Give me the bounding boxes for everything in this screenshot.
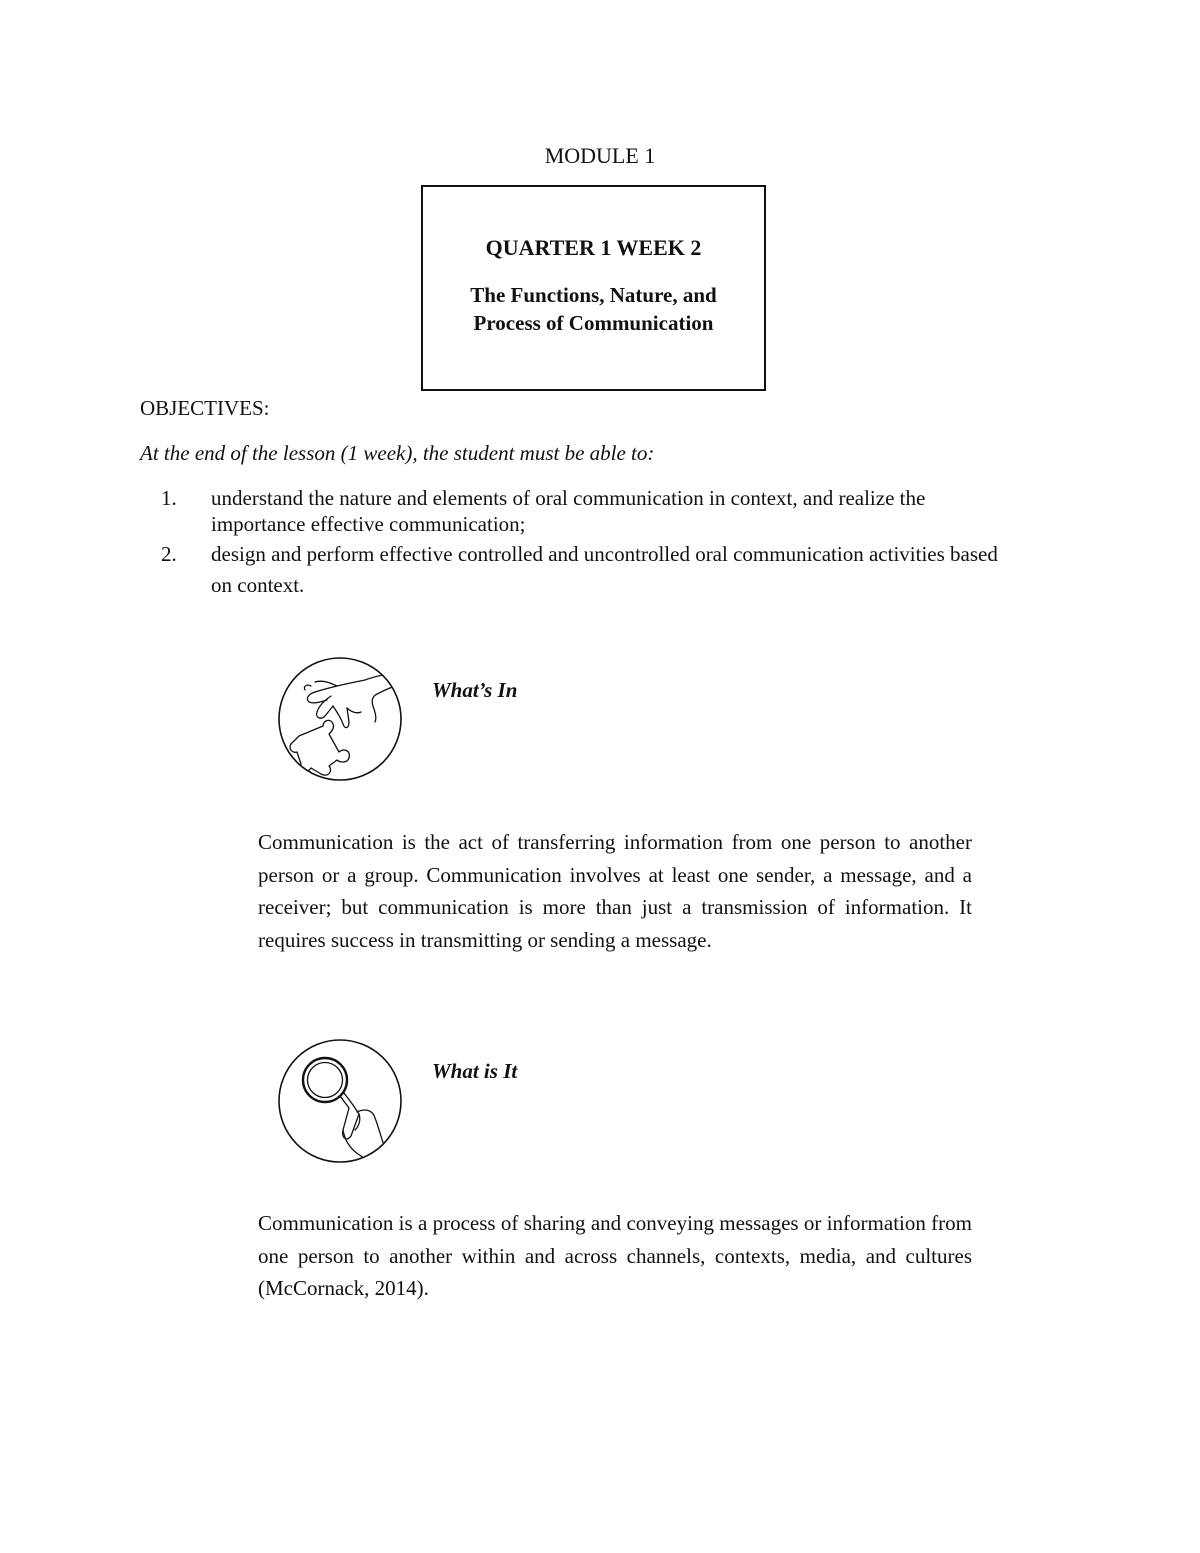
hand-puzzle-icon: [277, 656, 403, 782]
objectives-list: [140, 485, 1020, 601]
magnifying-glass-icon: [277, 1038, 403, 1164]
lesson-title: The Functions, Nature, and Process of Communication: [470, 283, 717, 335]
what-is-it-paragraph: Communication is a process of sharing and conveying messages or information from one person to another within and across channels, contexts, media, and cultures (McCornack, 2014).: [258, 1211, 972, 1300]
title-box: [421, 185, 766, 391]
section-title-what-is-it: What is It: [432, 1059, 518, 1083]
module-heading: MODULE 1: [544, 143, 656, 168]
objectives-intro: At the end of the lesson (1 week), the student must be able to:: [140, 441, 655, 465]
objective-text: design and perform effective controlled and uncontrolled oral communication activities based on context.: [211, 542, 998, 597]
objective-item: [140, 485, 1020, 537]
objectives-label: OBJECTIVES:: [140, 396, 270, 420]
section-title-whats-in: What’s In: [432, 678, 518, 702]
objective-item: [140, 539, 1020, 601]
whats-in-paragraph: Communication is the act of transferring information from one person to another person or a group. Communication involves at least one sender, a message, and a receiver; but communication is more than just a transmission of information. It requires success in transmitting or sending a message.: [258, 830, 972, 952]
quarter-week-label: QUARTER 1 WEEK 2: [485, 235, 702, 260]
objective-number: 1.: [161, 486, 177, 510]
objective-text: understand the nature and elements of oral communication in context, and realize the importance effective communication;: [211, 486, 926, 536]
objective-number: 2.: [161, 542, 177, 566]
